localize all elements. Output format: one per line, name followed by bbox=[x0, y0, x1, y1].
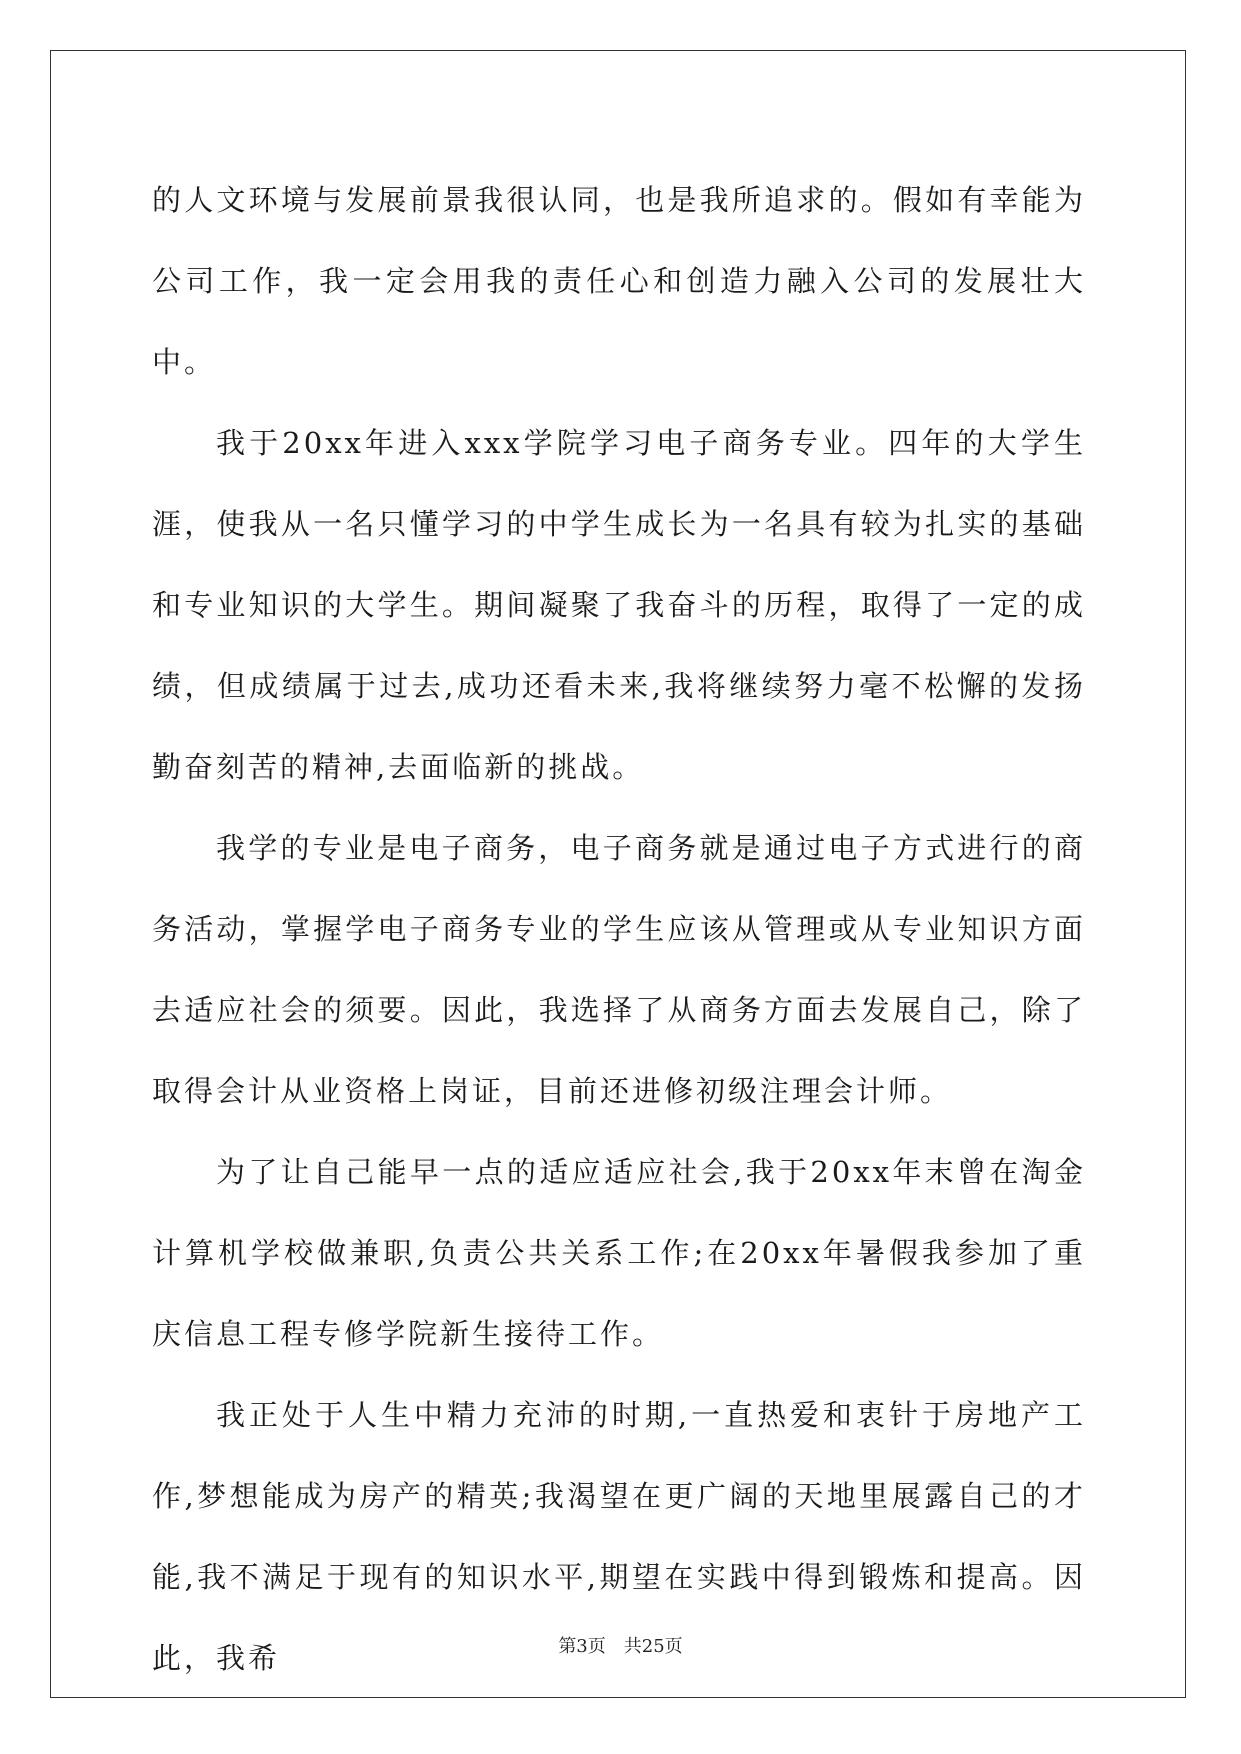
page-total: 共25页 bbox=[623, 1636, 683, 1657]
paragraph-2: 我于20xx年进入xxx学院学习电子商务专业。四年的大学生涯，使我从一名只懂学习的中学生成长为一名具有较为扎实的基础和专业知识的大学生。期间凝聚了我奋斗的历程，取得了一定的成绩，但成绩属于过去,成功还看未来,我将继续努力毫不松懈的发扬勤奋刻苦的精神,去面临新的挑战。 bbox=[152, 426, 1086, 784]
page-footer bbox=[0, 1632, 1241, 1658]
paragraph-5: 我正处于人生中精力充沛的时期,一直热爱和衷针于房地产工作,梦想能成为房产的精英;我渴望在更广阔的天地里展露自己的才能,我不满足于现有的知识水平,期望在实践中得到锻炼和提高。因此，我希 bbox=[152, 1398, 1086, 1675]
page-number: 第3页 bbox=[558, 1636, 606, 1657]
paragraph-1: 的人文环境与发展前景我很认同，也是我所追求的。假如有幸能为公司工作，我一定会用我的责任心和创造力融入公司的发展壮大中。 bbox=[152, 183, 1086, 379]
paragraph-4: 为了让自己能早一点的适应适应社会,我于20xx年末曾在淘金计算机学校做兼职,负责公共关系工作;在20xx年暑假我参加了重庆信息工程专修学院新生接待工作。 bbox=[152, 1155, 1086, 1351]
document-body bbox=[152, 160, 1086, 1699]
paragraph-3: 我学的专业是电子商务，电子商务就是通过电子方式进行的商务活动，掌握学电子商务专业的学生应该从管理或从专业知识方面去适应社会的须要。因此，我选择了从商务方面去发展自己，除了取得会计从业资格上岗证，目前还进修初级注理会计师。 bbox=[152, 831, 1086, 1108]
